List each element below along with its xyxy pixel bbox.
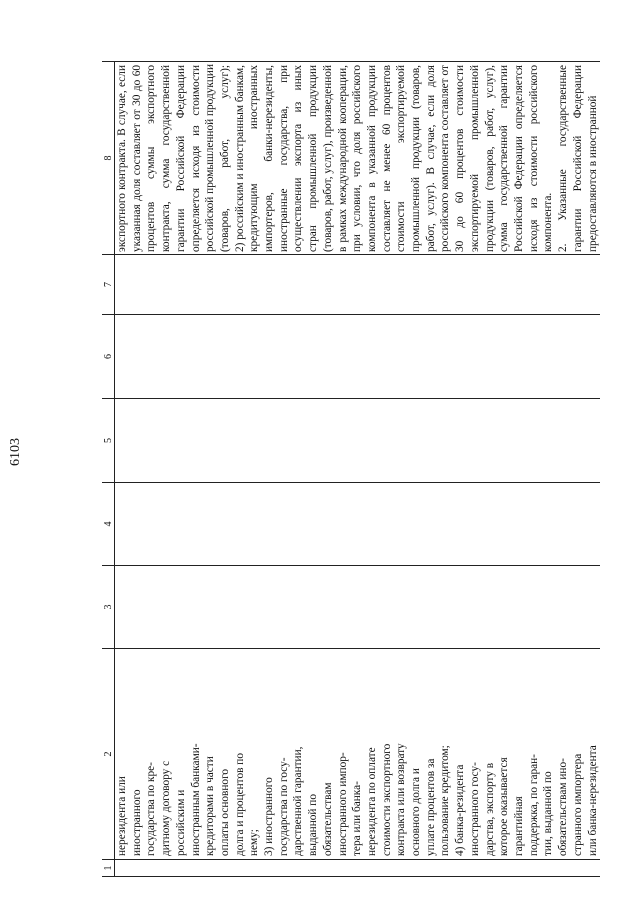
column-header-4: 4 (102, 483, 115, 565)
text-line: основного долга и (410, 768, 423, 856)
column-8 (102, 61, 600, 255)
text-line: иностранным банками- (189, 743, 202, 856)
text-line: промышленной продукции (товаров, (410, 65, 423, 252)
column-6 (102, 315, 600, 399)
column-header-3: 3 (102, 566, 115, 648)
text-line: государства по кре- (145, 762, 158, 856)
text-line: государства по госу- (277, 757, 290, 856)
text-line: гарантии Российской Федерации (174, 65, 187, 252)
column-7 (102, 255, 600, 315)
column-1 (102, 860, 600, 877)
column-8-text (115, 62, 600, 255)
column-header-6: 6 (102, 315, 115, 398)
text-line: контракта или возврату (395, 743, 408, 856)
text-line: тера или банка- (351, 781, 364, 856)
text-line: сумма государственной гарантии (498, 65, 511, 252)
text-line: предоставляются в иностранной (586, 95, 599, 252)
text-line: обязательствам ино- (557, 758, 570, 856)
text-line: или банка-нерезидента (586, 745, 599, 856)
guarantee-table (102, 61, 600, 877)
text-line: процентов суммы экспортного (145, 65, 158, 252)
text-line: исходя из стоимости российского (527, 65, 540, 252)
text-line: импортеров, банки-нерезиденты, (263, 65, 276, 252)
text-line: (товаров, работ, услуг), произведенной (321, 65, 334, 252)
text-line: иностранные государства, при (277, 65, 290, 252)
text-line: Российской Федерации определяется (512, 65, 525, 252)
text-line: поддержка, по гаран- (527, 754, 540, 856)
text-line: обязательствам (321, 782, 334, 856)
text-line: контракта, сумма государственной (160, 65, 173, 252)
text-line: экспортируемой промышленной (468, 65, 481, 252)
text-line: гарантийная (512, 796, 525, 856)
text-line: кредитующим иностранных (248, 65, 261, 252)
text-line: 30 до 60 процентов стоимости (454, 65, 467, 252)
text-line: выданной по (307, 794, 320, 856)
column-header-1: 1 (102, 860, 115, 876)
text-line: 4) банка-резидента (454, 764, 467, 856)
text-line: работ, услуг). В случае, если доля (424, 65, 437, 252)
text-line: стоимости экспортного (380, 743, 393, 856)
text-line: (товаров, работ, услуг); (218, 65, 231, 252)
column-header-8: 8 (102, 62, 115, 254)
text-line: нерезидента по оплате (365, 747, 378, 856)
text-line: осуществлении экспорта из иных (292, 65, 305, 252)
text-line: дарства, экспорту в (483, 762, 496, 856)
text-line: российского компонента составляет от (439, 65, 452, 252)
text-line: определяется исходя из стоимости (189, 65, 202, 252)
column-5 (102, 399, 600, 483)
text-line: оплаты основного (218, 768, 231, 856)
column-header-2: 2 (102, 649, 115, 859)
text-line: продукции (товаров, работ, услуг), (483, 65, 496, 252)
text-line: российской промышленной продукции (204, 63, 217, 252)
text-line: составляет не менее 60 процентов (380, 65, 393, 252)
text-line: 2. Указанные государственные (557, 65, 570, 252)
column-2 (102, 649, 600, 860)
column-header-5: 5 (102, 399, 115, 482)
text-line: 3) иностранного (263, 777, 276, 856)
text-line: гарантии Российской Федерации (571, 65, 584, 252)
column-3 (102, 566, 600, 649)
column-header-7: 7 (102, 255, 115, 314)
text-line: дитному договору с (160, 760, 173, 856)
text-line: экспортного контракта. В случае, если (116, 65, 128, 252)
text-line: компонента в указанной продукции (365, 65, 378, 252)
text-line: пользование кредитом; (439, 745, 452, 856)
text-line: иностранного (130, 789, 143, 856)
text-line: нерезидента или (116, 776, 128, 856)
column-2-text (115, 649, 600, 859)
text-line: иностранного импор- (336, 752, 349, 856)
text-line: российским и (174, 789, 187, 856)
text-line: тии, выданной по (542, 771, 555, 856)
text-line: дарственной гарантии, (292, 746, 305, 856)
text-line: странного импортера (571, 753, 584, 856)
text-line: нему; (248, 829, 261, 856)
text-line: уплате процентов за (424, 758, 437, 856)
page-number: 6103 (8, 438, 23, 466)
text-line: стран промышленной продукции (307, 65, 320, 252)
text-line: которое оказывается (498, 757, 511, 856)
text-line: иностранного госу- (468, 762, 481, 856)
text-line: кредиторами в части (204, 756, 217, 856)
text-line: стоимости экспортируемой (395, 65, 408, 252)
text-line: компонента. (542, 192, 555, 252)
text-line: в рамках международной кооперации, (336, 65, 349, 252)
text-line: 2) российским и иностранным банкам, (233, 65, 246, 252)
text-line: долга и процентов по (233, 753, 246, 856)
text-line: указанная доля составляет от 30 до 60 (130, 65, 143, 252)
column-4 (102, 483, 600, 566)
text-line: при условии, что доля российского (351, 65, 364, 252)
